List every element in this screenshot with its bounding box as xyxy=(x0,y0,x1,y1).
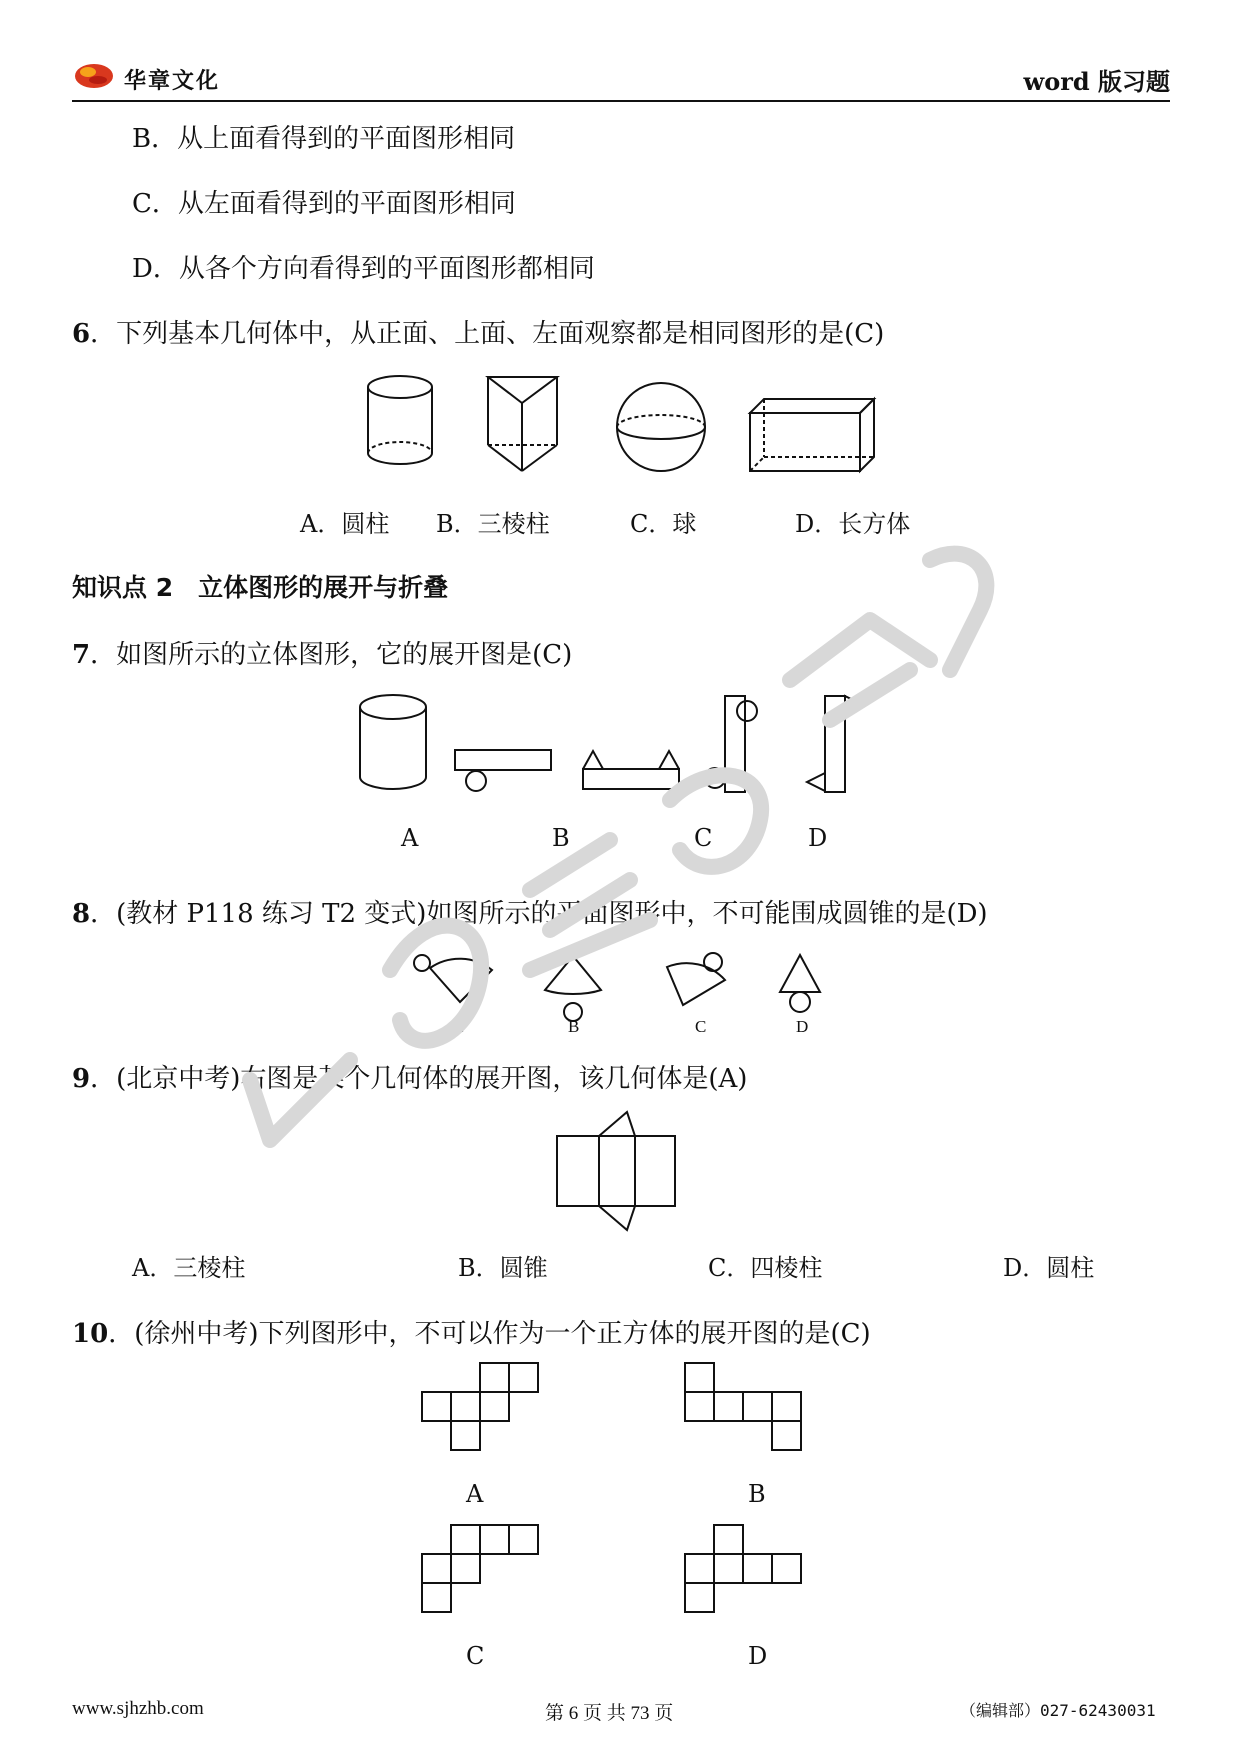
cone-net-d xyxy=(780,955,820,1012)
q6-label-c: C．球 xyxy=(630,510,697,538)
footer-page-number: 第 6 页 共 73 页 xyxy=(545,1703,674,1724)
header xyxy=(72,58,1170,98)
q10-label-a: A xyxy=(466,1480,484,1508)
question-text: ．(徐州中考)下列图形中，不可以作为一个正方体的展开图的是(C) xyxy=(108,1319,871,1349)
section-heading: 知识点 2 立体图形的展开与折叠 xyxy=(72,573,449,602)
question-text: ．(北京中考)右图是某个几何体的展开图，该几何体是(A) xyxy=(90,1064,748,1094)
triangular-prism-shape xyxy=(488,377,557,471)
cube-net-d xyxy=(685,1525,801,1612)
cone-net-b xyxy=(545,956,601,1021)
q9-option-a: A．三棱柱 xyxy=(132,1254,246,1282)
question-10 xyxy=(72,1313,871,1350)
q8-label-c: C xyxy=(695,1017,707,1036)
net-option-b xyxy=(455,750,551,791)
cone-net-c xyxy=(667,953,725,1005)
q9-option-b: B．圆锥 xyxy=(458,1254,548,1282)
header-rule xyxy=(72,100,1170,102)
q6-label-d: D．长方体 xyxy=(795,510,911,538)
q8-figures xyxy=(405,950,835,1030)
cube-net-a xyxy=(422,1363,538,1450)
question-8 xyxy=(72,893,988,930)
cube-net-b xyxy=(685,1363,801,1450)
question-6 xyxy=(72,313,884,350)
footer-website: www.sjhzhb.com xyxy=(72,1698,204,1719)
option-b: B．从上面看得到的平面图形相同 xyxy=(132,124,516,154)
q8-label-a: A xyxy=(451,1017,464,1036)
question-number: 9 xyxy=(72,1064,91,1094)
watermark-graphic xyxy=(230,500,1030,1200)
q7-label-b: B xyxy=(552,824,570,852)
q8-label-b: B xyxy=(568,1017,580,1036)
cone-net-a xyxy=(414,955,492,1002)
q6-label-a: A．圆柱 xyxy=(300,510,390,538)
cuboid-shape xyxy=(750,399,874,471)
question-text: ．(教材 P118 练习 T2 变式)如图所示的平面图形中，不可能围成圆锥的是(D) xyxy=(90,899,988,929)
q10-label-b: B xyxy=(748,1480,766,1508)
question-number: 8 xyxy=(72,899,91,929)
q7-label-c: C xyxy=(694,824,713,852)
q9-option-c: C．四棱柱 xyxy=(708,1254,823,1282)
header-right-title: word 版习题 xyxy=(1023,67,1170,96)
question-7 xyxy=(72,634,572,671)
q6-label-b: B．三棱柱 xyxy=(436,510,550,538)
cube-net-c xyxy=(422,1525,538,1612)
cylinder-shape xyxy=(368,376,432,464)
option-c: C．从左面看得到的平面图形相同 xyxy=(132,189,516,219)
q7-label-d: D xyxy=(808,824,828,852)
q9-figure xyxy=(555,1110,685,1240)
net-option-c xyxy=(705,696,757,792)
question-number: 7 xyxy=(72,640,91,670)
question-number: 10 xyxy=(72,1319,109,1349)
option-d: D．从各个方向看得到的平面图形都相同 xyxy=(132,254,595,284)
q7-label-a: A xyxy=(401,824,419,852)
q6-figures xyxy=(360,375,880,485)
cylinder-solid-shape xyxy=(360,695,426,789)
question-text: ．下列基本几何体中，从正面、上面、左面观察都是相同图形的是(C) xyxy=(90,319,885,349)
q7-figures xyxy=(355,693,875,803)
q8-label-d: D xyxy=(796,1017,809,1036)
net-option-a xyxy=(583,751,679,789)
q9-option-d: D．圆柱 xyxy=(1003,1254,1095,1282)
question-9 xyxy=(72,1058,747,1095)
q10-label-c: C xyxy=(466,1642,485,1670)
sphere-shape xyxy=(617,383,705,471)
footer-contact: （编辑部）027-62430031 xyxy=(960,1701,1156,1720)
net-option-d xyxy=(807,696,863,792)
brand-name: 华章文化 xyxy=(124,69,221,94)
q10-label-d: D xyxy=(748,1642,768,1670)
question-number: 6 xyxy=(72,319,91,349)
brand-logo-icon xyxy=(74,60,114,90)
question-text: ．如图所示的立体图形，它的展开图是(C) xyxy=(90,640,573,670)
